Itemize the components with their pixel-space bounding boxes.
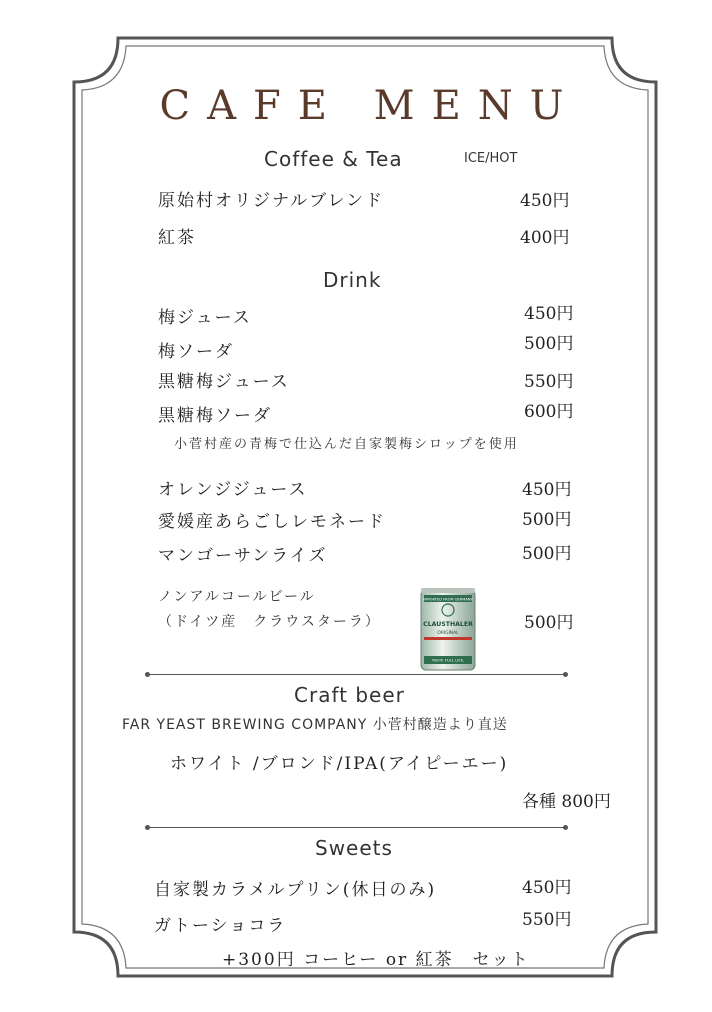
nonalc-beer-name: ノンアルコールビール bbox=[158, 589, 316, 605]
nonalc-beer-origin: （ドイツ産 クラウスターラ） bbox=[158, 614, 381, 630]
menu-item-name: オレンジジュース bbox=[158, 480, 308, 500]
divider-dot bbox=[563, 825, 568, 830]
menu-item-price: 450円 bbox=[522, 878, 572, 898]
section-heading-craft-beer: Craft beer bbox=[294, 683, 405, 707]
drink-set-note: +300円 コーヒー or 紅茶 セット bbox=[222, 950, 530, 970]
menu-item-name: 黒糖梅ジュース bbox=[158, 372, 290, 392]
ice-hot-note: ICE/HOT bbox=[464, 151, 518, 166]
menu-item-price: 500円 bbox=[524, 334, 574, 354]
craft-beer-price: 各種 800円 bbox=[522, 792, 611, 812]
menu-item-price: 450円 bbox=[524, 304, 574, 324]
section-heading-drink: Drink bbox=[323, 268, 382, 292]
page-title: CAFE MENU bbox=[159, 83, 581, 129]
menu-item-name: 原始村オリジナルブレンド bbox=[158, 191, 385, 211]
menu-item-name: 梅ソーダ bbox=[158, 342, 234, 362]
menu-item-name: 愛媛産あらごしレモネード bbox=[158, 512, 386, 532]
can-top-text: IMPORTED FROM GERMANY bbox=[423, 597, 473, 602]
menu-item-price: 500円 bbox=[522, 544, 572, 564]
brewery-line: FAR YEAST BREWING COMPANY 小菅村醸造より直送 bbox=[122, 717, 508, 733]
menu-item-price: 450円 bbox=[520, 191, 570, 211]
menu-item-price: 400円 bbox=[520, 228, 570, 248]
menu-item-name: 梅ジュース bbox=[158, 308, 252, 328]
beer-can-image bbox=[420, 586, 476, 672]
menu-item-price: 450円 bbox=[522, 480, 572, 500]
divider-dot bbox=[563, 672, 568, 677]
menu-item-price: 550円 bbox=[524, 372, 574, 392]
menu-item-price: 500円 bbox=[522, 510, 572, 530]
craft-beer-types: ホワイト /ブロンド/IPA(アイピーエー) bbox=[170, 754, 509, 774]
umeshu-note: 小菅村産の青梅で仕込んだ自家製梅シロップを使用 bbox=[174, 437, 519, 452]
menu-item-name: 紅茶 bbox=[158, 228, 196, 248]
menu-item-price: 550円 bbox=[522, 910, 572, 930]
menu-item-name: 黒糖梅ソーダ bbox=[158, 406, 272, 426]
menu-item-price: 600円 bbox=[524, 402, 574, 422]
can-bottom-text: TASTE FULL LIFE. bbox=[431, 657, 465, 663]
menu-item-name: マンゴーサンライズ bbox=[158, 546, 328, 566]
section-heading-coffee-tea: Coffee & Tea bbox=[264, 147, 403, 171]
divider bbox=[148, 827, 566, 828]
can-sub-text: ORIGINAL bbox=[437, 631, 459, 636]
menu-item-price: 500円 bbox=[524, 613, 574, 633]
divider bbox=[148, 674, 566, 675]
menu-item-name: ガトーショコラ bbox=[154, 916, 287, 936]
section-heading-sweets: Sweets bbox=[315, 836, 393, 860]
menu-item-name: 自家製カラメルプリン(休日のみ) bbox=[154, 880, 437, 900]
can-brand-text: CLAUSTHALER bbox=[423, 621, 473, 628]
